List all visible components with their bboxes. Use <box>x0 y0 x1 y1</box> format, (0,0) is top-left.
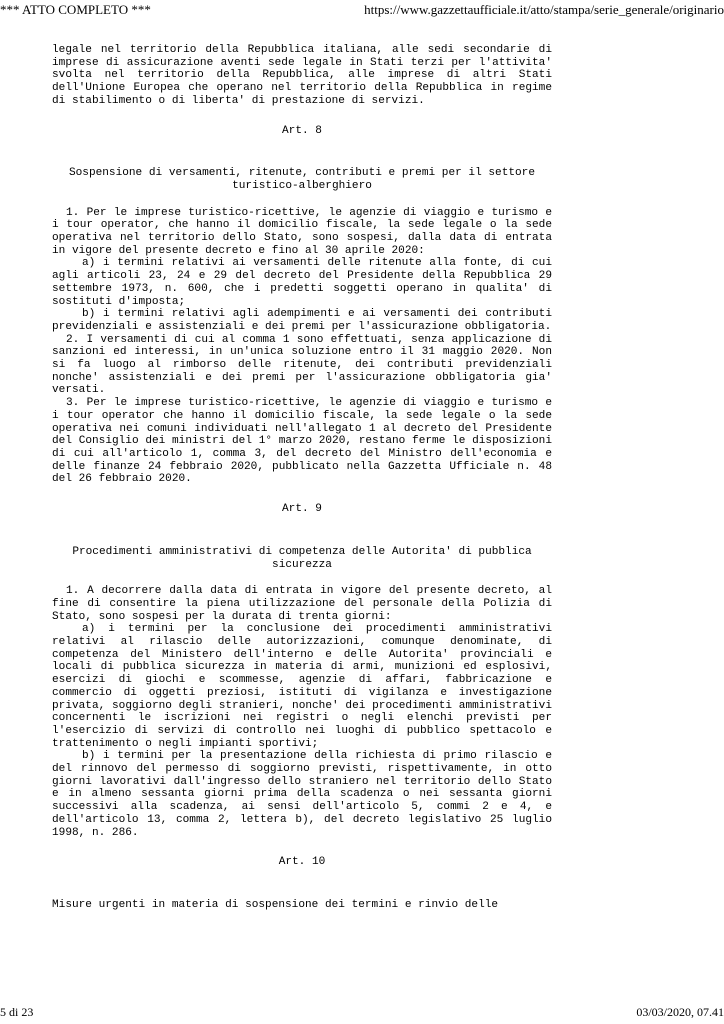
page-number: 5 di 23 <box>0 1005 34 1019</box>
intro-paragraph: legale nel territorio della Repubblica italiana, alle sedi secondarie di imprese di assicurazione aventi sede legale in Stati terzi per l'attivita' svolta nel territorio della Repubblica, alle imprese di altri Stati dell'Unione Europea che operano nel territorio della Repubblica in regime di stabilimento o di liberta' di prestazione di servizi. <box>52 44 552 107</box>
article-10-title: Misure urgenti in materia di sospensione dei termini e rinvio delle <box>52 898 499 911</box>
article-9-heading: Art. 9 <box>282 503 322 516</box>
article-8-comma-1-a: a) i termini relativi ai versamenti delle ritenute alla fonte, di cui agli articoli 23, 24 e 29 del decreto del Presidente della Repubblica 29 settembre 1973, n. 600, che i predetti soggetti operano in qualita' di sostituti d'imposta; <box>52 257 552 308</box>
article-10-heading: Art. 10 <box>278 856 326 869</box>
article-8-comma-1-b: b) i termini relativi agli adempimenti e ai versamenti dei contributi previdenziali e assistenziali e dei premi per l'assicurazione obbligatoria. <box>52 308 552 333</box>
article-8-comma-2: 2. I versamenti di cui al comma 1 sono effettuati, senza applicazione di sanzioni ed interessi, in un'unica soluzione entro il 31 maggio 2020. Non si fa luogo al rimborso delle ritenute, dei contributi previdenziali nonche' assistenziali e dei premi per l'assicurazione obbligatoria gia' versati. <box>52 333 552 397</box>
article-8-heading: Art. 8 <box>282 124 322 137</box>
article-9-comma-1: 1. A decorrere dalla data di entrata in vigore del presente decreto, al fine di consentire la piena utilizzazione del personale della Polizia di Stato, sono sospesi per la durata di trenta giorni: <box>52 585 552 623</box>
article-8-comma-3: 3. Per le imprese turistico-ricettive, le agenzie di viaggio e turismo e i tour operator che hanno il domicilio fiscale, la sede legale o la sede operativa nei comuni individuati nell'allegato 1 al decreto del Presidente del Consiglio dei ministri del 1° marzo 2020, restano ferme le disposizioni di cui all'articolo 1, comma 3, del decreto del Ministro dell'economia e delle finanze 24 febbraio 2020, pubblicato nella Gazzetta Ufficiale n. 48 del 26 febbraio 2020. <box>52 397 552 486</box>
article-8-comma-1: 1. Per le imprese turistico-ricettive, le agenzie di viaggio e turismo e i tour operator, che hanno il domicilio fiscale, la sede legale o la sede operativa nel territorio dello Stato, sono sospesi, dalla data di entrata in vigore del presente decreto e fino al 30 aprile 2020: <box>52 206 552 257</box>
article-9-comma-1-b: b) i termini per la presentazione della richiesta di primo rilascio e del rinnovo del permesso di soggiorno previsti, rispettivamente, in otto giorni lavorativi dall'ingresso dello straniero nel territorio dello Stato e in almeno sessanta giorni prima della scadenza o nei sessanta giorni successivi alla scadenza, ai sensi dell'articolo 5, commi 2 e 4, e dell'articolo 13, comma 2, lettera b), del decreto legislativo 25 luglio 1998, n. 286. <box>52 750 552 839</box>
article-9-title: Procedimenti amministrativi di competenza delle Autorita' di pubblica sicurezza <box>72 545 532 571</box>
header-left: *** ATTO COMPLETO *** <box>0 2 151 17</box>
article-9-comma-1-a: a) i termini per la conclusione dei procedimenti amministrativi relativi al rilascio delle autorizzazioni, comunque denominate, di competenza del Ministero dell'interno e delle Autorita' provinciali e locali di pubblica sicurezza in materia di armi, munizioni ed esplosivi, esercizi di giochi e scommesse, agenzie di affari, fabbricazione e commercio di oggetti preziosi, istituti di vigilanza e investigazione privata, soggiorno degli stranieri, nonche' dei procedimenti amministrativi concernenti le iscrizioni nei registri o negli elenchi previsti per l'esercizio di servizi di controllo nei luoghi di pubblico spettacolo e trattenimento o negli impianti sportivi; <box>52 623 552 750</box>
article-8-title: Sospensione di versamenti, ritenute, contributi e premi per il settore turistico-alberghiero <box>68 167 535 192</box>
document-body <box>52 44 552 912</box>
print-datetime: 03/03/2020, 07.41 <box>636 1005 724 1019</box>
header-url: https://www.gazzettaufficiale.it/atto/stampa/serie_generale/originario <box>364 2 724 17</box>
